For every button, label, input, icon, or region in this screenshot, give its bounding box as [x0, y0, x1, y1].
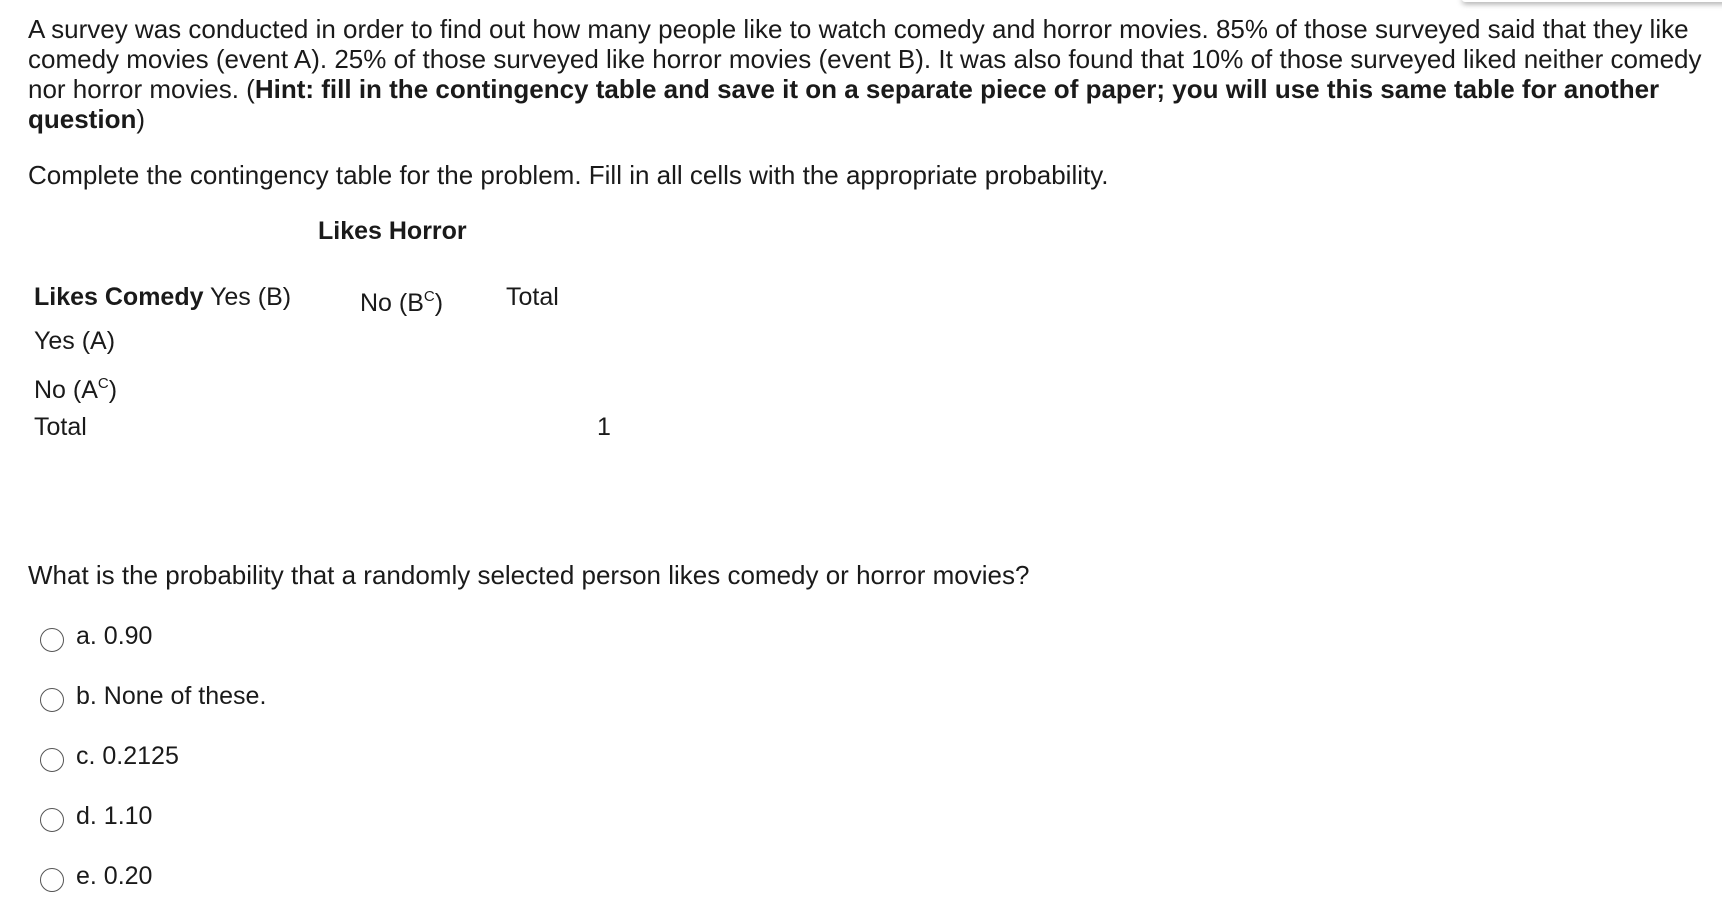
option-label: c. 0.2125: [76, 742, 179, 770]
row-header-no-label: No (A: [34, 376, 98, 404]
row-header-total: Total: [34, 413, 87, 441]
table-instructions: Complete the contingency table for the problem. Fill in all cells with the appropriate probability.: [28, 160, 1109, 190]
column-header-no-close: ): [434, 289, 444, 317]
radio-button[interactable]: [40, 868, 64, 892]
column-header-yes: Yes (B): [210, 283, 292, 311]
option-a[interactable]: [40, 620, 152, 652]
row-header-no: [34, 375, 117, 409]
problem-statement: [28, 14, 1718, 134]
option-e[interactable]: [40, 860, 152, 892]
hint-text: Hint: fill in the contingency table and save it on a separate piece of paper; you will use this same table for another question: [28, 74, 1660, 134]
window-edge-shadow: [1462, 0, 1722, 2]
option-d[interactable]: [40, 800, 152, 832]
option-c[interactable]: [40, 740, 179, 772]
column-header-no-label: No (B: [360, 289, 424, 317]
option-label: a. 0.90: [76, 622, 153, 650]
header-row: [34, 282, 291, 312]
radio-button[interactable]: [40, 808, 64, 832]
radio-button[interactable]: [40, 748, 64, 772]
column-header-no-superscript: C: [423, 288, 435, 305]
column-header-no: [360, 288, 443, 322]
option-b[interactable]: [40, 680, 266, 712]
row-header-no-close: ): [108, 376, 118, 404]
grand-total-value: 1: [597, 413, 611, 441]
problem-text: A survey was conducted in order to find out how many people like to watch comedy and horror movies. 85% of those surveyed said that they like comedy movies (event A). 25% of those surveyed like horror movies (event B). It was also found that 10% of those surveyed liked neither comedy nor horror movies. (: [28, 14, 1702, 104]
column-header-total: Total: [506, 283, 559, 311]
row-header-no-superscript: C: [97, 375, 109, 392]
option-label: d. 1.10: [76, 802, 153, 830]
option-label: e. 0.20: [76, 862, 153, 890]
question-text: What is the probability that a randomly selected person likes comedy or horror movies?: [28, 560, 1030, 590]
row-group-header: Likes Comedy: [34, 283, 204, 311]
column-group-header: Likes Horror: [318, 217, 467, 245]
option-label: b. None of these.: [76, 682, 267, 710]
problem-close-paren: ): [136, 104, 146, 134]
radio-button[interactable]: [40, 628, 64, 652]
row-header-yes: Yes (A): [34, 327, 116, 355]
radio-button[interactable]: [40, 688, 64, 712]
